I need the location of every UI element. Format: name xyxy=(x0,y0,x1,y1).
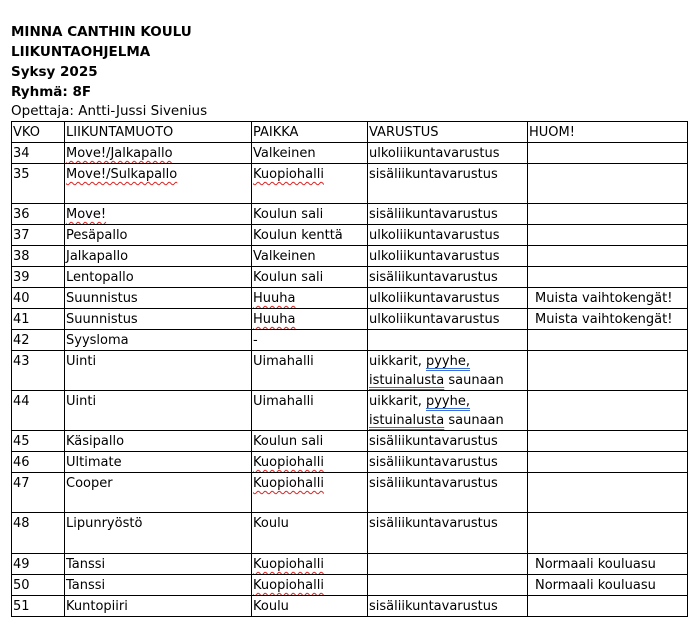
cell-varustus: sisäliikuntavarustus xyxy=(368,267,528,288)
cell-huom xyxy=(528,246,688,267)
cell-vko: 41 xyxy=(12,309,65,330)
cell-muoto xyxy=(65,143,252,164)
cell-varustus: ulkoliikuntavarustus xyxy=(368,288,528,309)
cell-paikka: Koulu xyxy=(252,513,368,554)
cell-muoto: Käsipallo xyxy=(65,431,252,452)
cell-vko: 37 xyxy=(12,225,65,246)
school-name: MINNA CANTHIN KOULU xyxy=(11,24,192,40)
cell-vko: 47 xyxy=(12,473,65,513)
cell-paikka-text: Huuha xyxy=(253,312,296,327)
cell-paikka xyxy=(252,554,368,575)
cell-muoto xyxy=(65,204,252,225)
table-row xyxy=(12,431,688,452)
cell-varustus: sisäliikuntavarustus xyxy=(368,596,528,617)
cell-vko: 35 xyxy=(12,164,65,204)
cell-vko: 49 xyxy=(12,554,65,575)
varustus-part: pyyhe, xyxy=(425,354,470,369)
cell-huom: Normaali kouluasu xyxy=(528,575,688,596)
table-row xyxy=(12,164,688,204)
varustus-part: pyyhe, xyxy=(425,394,470,409)
cell-varustus xyxy=(368,351,528,391)
cell-huom xyxy=(528,473,688,513)
cell-paikka: Koulun sali xyxy=(252,431,368,452)
header-liikuntamuoto: LIIKUNTAMUOTO xyxy=(65,122,252,143)
cell-paikka: Valkeinen xyxy=(252,246,368,267)
cell-paikka: Koulu xyxy=(252,596,368,617)
cell-huom xyxy=(528,351,688,391)
cell-paikka: Koulun sali xyxy=(252,267,368,288)
table-row xyxy=(12,513,688,554)
cell-varustus: sisäliikuntavarustus xyxy=(368,431,528,452)
varustus-part: saunaan xyxy=(444,373,504,388)
cell-paikka: Valkeinen xyxy=(252,143,368,164)
cell-paikka xyxy=(252,575,368,596)
cell-muoto: Suunnistus xyxy=(65,309,252,330)
table-row xyxy=(12,452,688,473)
cell-paikka: Koulun sali xyxy=(252,204,368,225)
cell-varustus xyxy=(368,330,528,351)
cell-vko: 42 xyxy=(12,330,65,351)
cell-paikka-text: Kuopiohalli xyxy=(253,455,324,470)
cell-muoto: Syysloma xyxy=(65,330,252,351)
header-vko: VKO xyxy=(12,122,65,143)
cell-paikka: Uimahalli xyxy=(252,351,368,391)
cell-vko: 39 xyxy=(12,267,65,288)
cell-paikka xyxy=(252,452,368,473)
cell-vko: 36 xyxy=(12,204,65,225)
table-row xyxy=(12,267,688,288)
cell-paikka-text: Kuopiohalli xyxy=(253,578,324,593)
cell-vko: 40 xyxy=(12,288,65,309)
varustus-part: istuinalusta xyxy=(369,373,445,388)
cell-muoto: Tanssi xyxy=(65,575,252,596)
cell-muoto: Lipunryöstö xyxy=(65,513,252,554)
cell-huom: Normaali kouluasu xyxy=(528,554,688,575)
schedule-table xyxy=(11,121,688,617)
table-row xyxy=(12,596,688,617)
cell-paikka-text: Huuha xyxy=(253,291,296,306)
cell-huom xyxy=(528,330,688,351)
cell-varustus xyxy=(368,575,528,596)
cell-paikka xyxy=(252,473,368,513)
cell-vko: 50 xyxy=(12,575,65,596)
program-title: LIIKUNTAOHJELMA xyxy=(11,44,151,60)
cell-paikka: Koulun kenttä xyxy=(252,225,368,246)
cell-huom xyxy=(528,267,688,288)
cell-muoto: Uinti xyxy=(65,391,252,431)
cell-varustus: sisäliikuntavarustus xyxy=(368,452,528,473)
table-row xyxy=(12,391,688,431)
cell-varustus: sisäliikuntavarustus xyxy=(368,164,528,204)
cell-muoto: Jalkapallo xyxy=(65,246,252,267)
cell-muoto-text: Move!/Sulkapallo xyxy=(66,167,178,182)
cell-varustus: sisäliikuntavarustus xyxy=(368,204,528,225)
table-row xyxy=(12,330,688,351)
cell-huom xyxy=(528,164,688,204)
cell-paikka: - xyxy=(252,330,368,351)
cell-vko: 43 xyxy=(12,351,65,391)
cell-paikka xyxy=(252,288,368,309)
cell-huom xyxy=(528,204,688,225)
table-row xyxy=(12,309,688,330)
cell-huom xyxy=(528,513,688,554)
varustus-part: uikkarit, xyxy=(369,354,426,369)
cell-varustus xyxy=(368,391,528,431)
group: Ryhmä: 8F xyxy=(11,84,92,100)
cell-muoto: Uinti xyxy=(65,351,252,391)
cell-huom xyxy=(528,431,688,452)
cell-huom xyxy=(528,143,688,164)
document xyxy=(11,22,687,617)
cell-varustus: ulkoliikuntavarustus xyxy=(368,246,528,267)
table-row xyxy=(12,246,688,267)
cell-varustus: sisäliikuntavarustus xyxy=(368,513,528,554)
cell-muoto: Lentopallo xyxy=(65,267,252,288)
cell-varustus: ulkoliikuntavarustus xyxy=(368,225,528,246)
cell-paikka-text: Kuopiohalli xyxy=(253,557,324,572)
cell-muoto-text: Move!/Jalkapallo xyxy=(66,146,173,161)
varustus-part: istuinalusta xyxy=(369,413,445,428)
cell-vko: 38 xyxy=(12,246,65,267)
cell-vko: 48 xyxy=(12,513,65,554)
table-row xyxy=(12,204,688,225)
table-row xyxy=(12,225,688,246)
cell-muoto: Cooper xyxy=(65,473,252,513)
cell-vko: 45 xyxy=(12,431,65,452)
cell-muoto xyxy=(65,164,252,204)
cell-paikka xyxy=(252,309,368,330)
cell-paikka: Uimahalli xyxy=(252,391,368,431)
cell-paikka xyxy=(252,164,368,204)
table-row xyxy=(12,143,688,164)
cell-huom xyxy=(528,452,688,473)
cell-vko: 34 xyxy=(12,143,65,164)
cell-muoto: Tanssi xyxy=(65,554,252,575)
varustus-part: saunaan xyxy=(444,413,504,428)
cell-huom: Muista vaihtokengät! xyxy=(528,309,688,330)
cell-vko: 44 xyxy=(12,391,65,431)
cell-vko: 46 xyxy=(12,452,65,473)
header-paikka: PAIKKA xyxy=(252,122,368,143)
term: Syksy 2025 xyxy=(11,64,98,80)
teacher: Opettaja: Antti-Jussi Sivenius xyxy=(11,103,208,119)
table-row xyxy=(12,288,688,309)
cell-vko: 51 xyxy=(12,596,65,617)
cell-paikka-text: Kuopiohalli xyxy=(253,167,324,182)
cell-varustus: ulkoliikuntavarustus xyxy=(368,143,528,164)
header-varustus: VARUSTUS xyxy=(368,122,528,143)
cell-varustus xyxy=(368,554,528,575)
table-row xyxy=(12,575,688,596)
cell-muoto: Kuntopiiri xyxy=(65,596,252,617)
cell-muoto: Suunnistus xyxy=(65,288,252,309)
cell-muoto-text: Move! xyxy=(66,207,107,222)
cell-huom xyxy=(528,596,688,617)
cell-paikka-text: Kuopiohalli xyxy=(253,476,324,491)
table-row xyxy=(12,473,688,513)
cell-huom xyxy=(528,391,688,431)
table-row xyxy=(12,554,688,575)
cell-huom: Muista vaihtokengät! xyxy=(528,288,688,309)
cell-varustus: sisäliikuntavarustus xyxy=(368,473,528,513)
table-header-row xyxy=(12,122,688,143)
cell-muoto: Pesäpallo xyxy=(65,225,252,246)
cell-muoto: Ultimate xyxy=(65,452,252,473)
table-row xyxy=(12,351,688,391)
header-huom: HUOM! xyxy=(528,122,688,143)
cell-huom xyxy=(528,225,688,246)
varustus-part: uikkarit, xyxy=(369,394,426,409)
cell-varustus: ulkoliikuntavarustus xyxy=(368,309,528,330)
